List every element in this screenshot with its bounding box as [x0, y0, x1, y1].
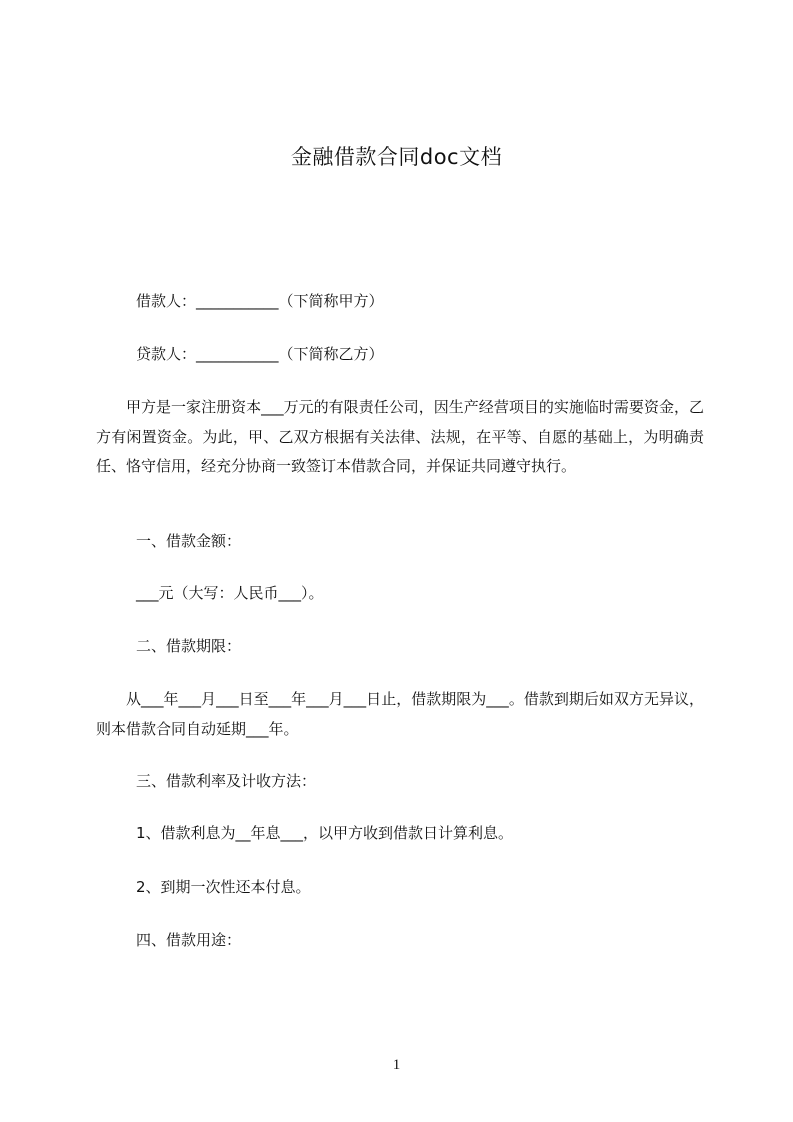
section-amount-text: ___元（大写：人民币___）。 [136, 584, 324, 602]
lender-line: 贷款人：___________（下简称乙方） [136, 345, 384, 363]
borrower-line: 借款人：___________（下简称甲方） [136, 292, 384, 310]
section-interest-heading: 三、借款利率及计收方法： [136, 772, 317, 790]
page-number: 1 [392, 1057, 401, 1073]
section-purpose-heading: 四、借款用途： [136, 931, 242, 949]
intro-paragraph: 甲方是一家注册资本___万元的有限责任公司，因生产经营项目的实施临时需要资金，乙方有闲置资金。为此，甲、乙双方根据有关法律、法规，在平等、自愿的基础上，为明确责任、恪守信用，经充分协商一致签订本借款合同，并保证共同遵守执行。 [96, 398, 704, 475]
section-term-paragraph: 从___年___月___日至___年___月___日止，借款期限为___。借款到期后如双方无异议，则本借款合同自动延期___年。 [96, 690, 704, 738]
section-interest-item-2: 2、到期一次性还本付息。 [136, 878, 311, 896]
section-amount-heading: 一、借款金额： [136, 532, 242, 550]
section-interest-item-1: 1、借款利息为__年息___，以甲方收到借款日计算利息。 [136, 824, 514, 842]
document-title: 金融借款合同doc文档 [290, 145, 503, 169]
section-term-heading: 二、借款期限： [136, 637, 242, 655]
